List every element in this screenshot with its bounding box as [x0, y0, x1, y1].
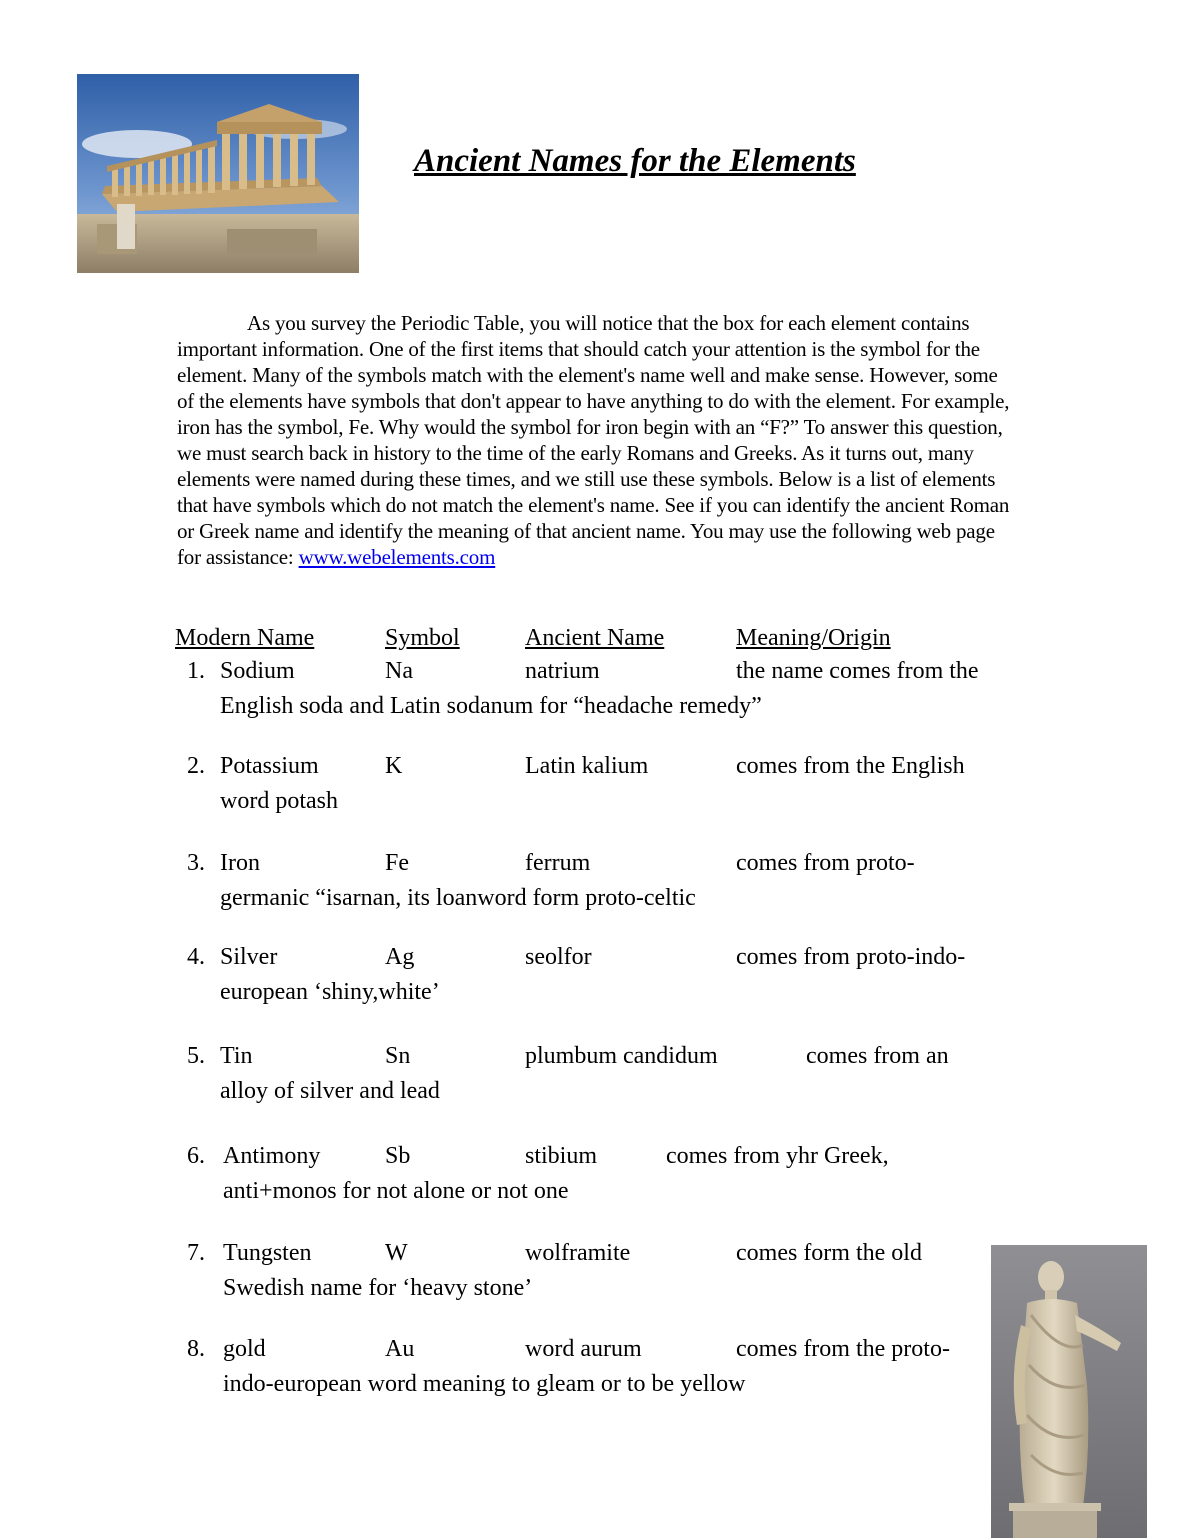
- item-number: 7.: [187, 1240, 205, 1266]
- ancient-name: plumbum candidum: [525, 1043, 718, 1069]
- ancient-name: Latin kalium: [525, 753, 649, 779]
- symbol: W: [385, 1240, 408, 1266]
- meaning-continued: English soda and Latin sodanum for “headache remedy”: [220, 693, 762, 719]
- item-number: 2.: [187, 753, 205, 779]
- item-number: 1.: [187, 658, 205, 684]
- meaning-continued: germanic “isarnan, its loanword form proto-celtic: [220, 885, 696, 911]
- modern-name: Silver: [220, 944, 278, 970]
- symbol: K: [385, 753, 403, 779]
- meaning: comes from the English: [736, 753, 965, 779]
- list-item: [0, 753, 1200, 833]
- meaning: comes from yhr Greek,: [666, 1143, 889, 1169]
- meaning: comes from proto-: [736, 850, 915, 876]
- header-ancient-name: Ancient Name: [525, 625, 665, 651]
- meaning: comes form the old: [736, 1240, 922, 1266]
- list-item: [0, 658, 1200, 738]
- header-symbol: Symbol: [385, 625, 460, 651]
- header-modern-name: Modern Name: [175, 625, 315, 651]
- list-item: [0, 944, 1200, 1024]
- item-number: 8.: [187, 1336, 205, 1362]
- modern-name: Antimony: [223, 1143, 321, 1169]
- item-number: 3.: [187, 850, 205, 876]
- meaning: the name comes from the: [736, 658, 979, 684]
- modern-name: Iron: [220, 850, 260, 876]
- item-number: 5.: [187, 1043, 205, 1069]
- modern-name: Sodium: [220, 658, 295, 684]
- item-number: 6.: [187, 1143, 205, 1169]
- meaning-continued: indo-european word meaning to gleam or to be yellow: [223, 1371, 746, 1397]
- symbol: Na: [385, 658, 413, 684]
- ancient-name: wolframite: [525, 1240, 631, 1266]
- intro-text: As you survey the Periodic Table, you will notice that the box for each element contains important information. One of the first items that should catch your attention is the symbol for the element. Many of the symbols match with the element's name well and make sense. However, some of the elements have symbols that don't appear to have anything to do with the element. For example, iron has the symbol, Fe. Why would the symbol for iron begin with an “F?” To answer this question, we must search back in history to the time of the early Romans and Greeks. As it turns out, many elements were named during these times, and we still use these symbols. Below is a list of elements that have symbols which do not match the element's name. See if you can identify the ancient Roman or Greek name and identify the meaning of that ancient name. You may use the following web page for assistance:: [177, 311, 1010, 569]
- ancient-name: ferrum: [525, 850, 591, 876]
- ancient-name: word aurum: [525, 1336, 642, 1362]
- meaning-continued: alloy of silver and lead: [220, 1078, 440, 1104]
- intro-paragraph: [177, 310, 1017, 570]
- parthenon-photo: [77, 74, 359, 273]
- modern-name: Tin: [220, 1043, 253, 1069]
- meaning: comes from proto-indo-: [736, 944, 966, 970]
- meaning-continued: anti+monos for not alone or not one: [223, 1178, 569, 1204]
- symbol: Au: [385, 1336, 415, 1362]
- modern-name: gold: [223, 1336, 266, 1362]
- meaning-continued: word potash: [220, 788, 338, 814]
- symbol: Sn: [385, 1043, 411, 1069]
- page-title: Ancient Names for the Elements: [414, 143, 856, 179]
- ancient-name: stibium: [525, 1143, 598, 1169]
- list-item: [0, 850, 1200, 930]
- meaning-continued: european ‘shiny,white’: [220, 979, 440, 1005]
- meaning: comes from the proto-: [736, 1336, 950, 1362]
- list-item: [0, 1143, 1200, 1223]
- header-meaning-origin: Meaning/Origin: [736, 625, 891, 651]
- webelements-link[interactable]: www.webelements.com: [298, 545, 496, 569]
- ancient-name: natrium: [525, 658, 600, 684]
- symbol: Sb: [385, 1143, 411, 1169]
- symbol: Fe: [385, 850, 409, 876]
- meaning: comes from an: [806, 1043, 949, 1069]
- meaning-continued: Swedish name for ‘heavy stone’: [223, 1275, 533, 1301]
- modern-name: Potassium: [220, 753, 319, 779]
- roman-statue-photo: [991, 1245, 1147, 1538]
- item-number: 4.: [187, 944, 205, 970]
- symbol: Ag: [385, 944, 415, 970]
- ancient-name: seolfor: [525, 944, 592, 970]
- list-item: [0, 1043, 1200, 1123]
- modern-name: Tungsten: [223, 1240, 312, 1266]
